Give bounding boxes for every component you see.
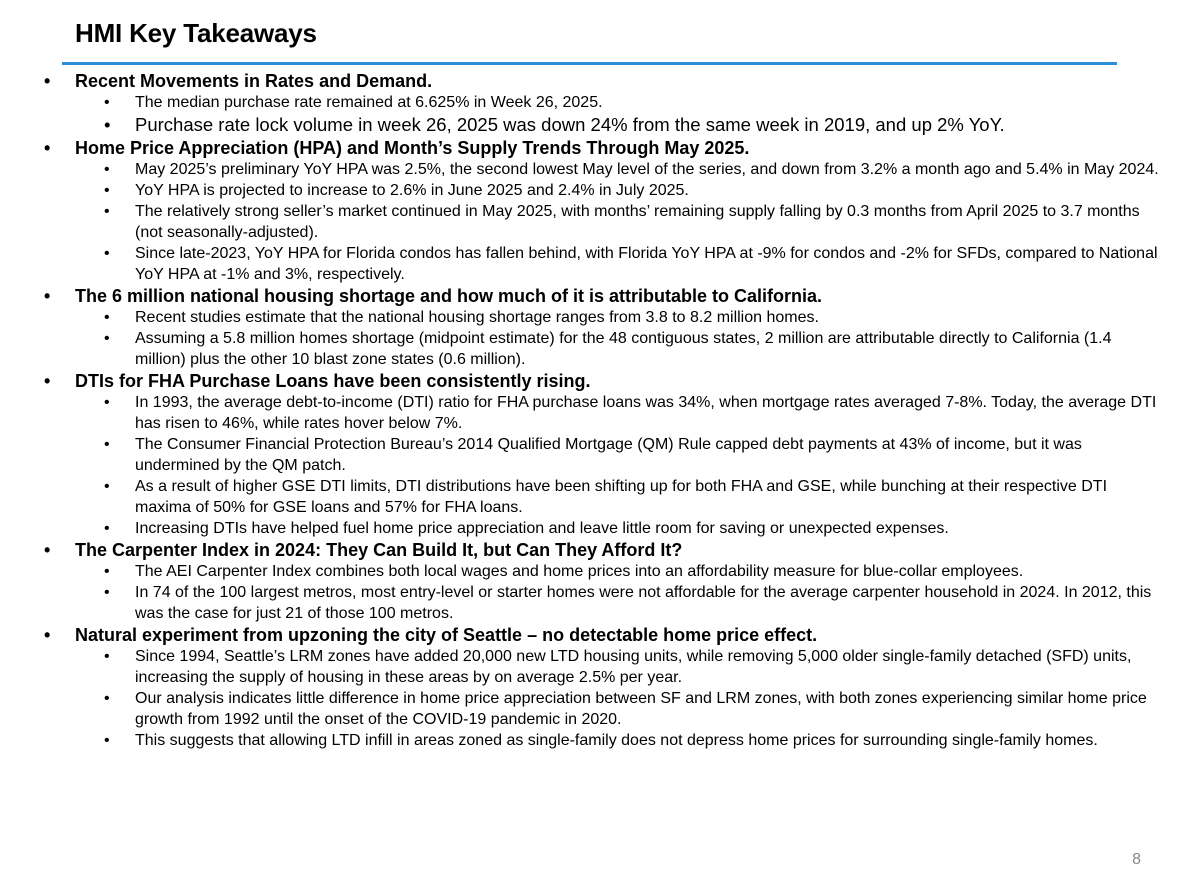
list-item — [0, 561, 1181, 582]
section-heading-text: Home Price Appreciation (HPA) and Month’s Supply Trends Through May 2025. — [75, 138, 750, 158]
bullet-icon: • — [44, 286, 51, 306]
list-item-text: The relatively strong seller’s market continued in May 2025, with months’ remaining supply falling by 0.3 months from April 2025 to 3.7 months (not seasonally-adjusted). — [135, 203, 1140, 241]
list-item — [0, 201, 1181, 243]
bullet-icon: • — [104, 182, 110, 199]
bullet-icon: • — [44, 138, 51, 158]
sub-bullet-list — [0, 307, 1181, 370]
bullet-icon: • — [104, 436, 110, 453]
bullet-icon: • — [104, 114, 111, 135]
list-item — [0, 328, 1181, 370]
list-item-text: Purchase rate lock volume in week 26, 2025 was down 24% from the same week in 2019, and up 2% YoY. — [135, 114, 1005, 135]
list-item — [0, 434, 1181, 476]
bullet-icon: • — [104, 520, 110, 537]
list-item — [0, 392, 1181, 434]
list-item-text: May 2025’s preliminary YoY HPA was 2.5%, the second lowest May level of the series, and down from 3.2% a month ago and 5.4% in May 2024. — [135, 161, 1159, 178]
section-heading — [0, 370, 1181, 392]
list-item-text: As a result of higher GSE DTI limits, DTI distributions have been shifting up for both FHA and GSE, while bunching at their respective DTI maxima of 50% for GSE loans and 57% for FHA loans. — [135, 478, 1108, 516]
bullet-icon: • — [44, 625, 51, 645]
sub-bullet-list — [0, 392, 1181, 539]
slide-title: HMI Key Takeaways — [75, 18, 317, 48]
list-item-text: Assuming a 5.8 million homes shortage (midpoint estimate) for the 48 contiguous states, 2 million are attributable directly to California (1.4 million) plus the other 10 blast zone states (0.6 million). — [135, 330, 1112, 368]
section-heading-text: Recent Movements in Rates and Demand. — [75, 71, 433, 91]
list-item — [0, 476, 1181, 518]
bullet-icon: • — [104, 330, 110, 347]
section-heading — [0, 70, 1181, 92]
list-item — [0, 243, 1181, 285]
bullet-icon: • — [104, 161, 110, 178]
section — [0, 539, 1181, 624]
list-item-text: This suggests that allowing LTD infill in areas zoned as single-family does not depress home prices for surrounding single-family homes. — [135, 732, 1098, 749]
bullet-icon: • — [44, 371, 51, 391]
takeaways-list — [0, 70, 1181, 751]
bullet-icon: • — [104, 584, 110, 601]
list-item — [0, 180, 1181, 201]
list-item-text: Our analysis indicates little difference in home price appreciation between SF and LRM zones, with both zones experiencing similar home price growth from 1992 until the onset of the COVID-19 pandemic in 2020. — [135, 690, 1147, 728]
list-item-text: Since late-2023, YoY HPA for Florida condos has fallen behind, with Florida YoY HPA at -9% for condos and -2% for SFDs, compared to National YoY HPA at -1% and 3%, respectively. — [135, 245, 1158, 283]
bullet-icon: • — [104, 245, 110, 262]
section-heading — [0, 285, 1181, 307]
section — [0, 370, 1181, 539]
list-item — [0, 730, 1181, 751]
list-item — [0, 582, 1181, 624]
list-item-text: YoY HPA is projected to increase to 2.6% in June 2025 and 2.4% in July 2025. — [135, 182, 689, 199]
list-item-text: The Consumer Financial Protection Bureau’s 2014 Qualified Mortgage (QM) Rule capped debt payments at 43% of income, but it was undermined by the QM patch. — [135, 436, 1082, 474]
section-heading-text: Natural experiment from upzoning the city of Seattle – no detectable home price effect. — [75, 625, 818, 645]
list-item-text: Since 1994, Seattle’s LRM zones have added 20,000 new LTD housing units, while removing 5,000 older single-family detached (SFD) units, increasing the supply of housing in these areas by on average 2.5% per year. — [135, 648, 1132, 686]
bullet-icon: • — [104, 394, 110, 411]
list-item-text: The median purchase rate remained at 6.625% in Week 26, 2025. — [135, 94, 603, 111]
list-item — [0, 159, 1181, 180]
sub-bullet-list — [0, 92, 1181, 137]
sub-bullet-list — [0, 646, 1181, 751]
list-item — [0, 518, 1181, 539]
section — [0, 624, 1181, 751]
list-item — [0, 92, 1181, 113]
title-underline — [62, 62, 1117, 65]
sub-bullet-list — [0, 159, 1181, 285]
list-item-text: The AEI Carpenter Index combines both local wages and home prices into an affordability measure for blue-collar employees. — [135, 563, 1024, 580]
bullet-icon: • — [44, 71, 51, 91]
section-heading-text: The 6 million national housing shortage and how much of it is attributable to California. — [75, 286, 823, 306]
bullet-icon: • — [44, 540, 51, 560]
list-item — [0, 113, 1181, 137]
bullet-icon: • — [104, 309, 110, 326]
bullet-icon: • — [104, 563, 110, 580]
section-heading — [0, 539, 1181, 561]
list-item — [0, 688, 1181, 730]
list-item — [0, 646, 1181, 688]
section-heading-text: DTIs for FHA Purchase Loans have been consistently rising. — [75, 371, 591, 391]
bullet-icon: • — [104, 690, 110, 707]
section — [0, 137, 1181, 285]
section — [0, 70, 1181, 137]
bullet-icon: • — [104, 648, 110, 665]
list-item-text: In 1993, the average debt-to-income (DTI) ratio for FHA purchase loans was 34%, when mortgage rates averaged 7-8%. Today, the average DTI has risen to 46%, while rates hover below 7%. — [135, 394, 1157, 432]
list-item-text: In 74 of the 100 largest metros, most entry-level or starter homes were not affordable for the average carpenter household in 2024. In 2012, this was the case for just 21 of those 100 metros. — [135, 584, 1152, 622]
bullet-icon: • — [104, 732, 110, 749]
bullet-icon: • — [104, 203, 110, 220]
section — [0, 285, 1181, 370]
section-heading — [0, 624, 1181, 646]
list-item-text: Increasing DTIs have helped fuel home price appreciation and leave little room for saving or unexpected expenses. — [135, 520, 949, 537]
section-heading — [0, 137, 1181, 159]
bullet-icon: • — [104, 478, 110, 495]
page-number: 8 — [1132, 851, 1141, 868]
sub-bullet-list — [0, 561, 1181, 624]
list-item — [0, 307, 1181, 328]
list-item-text: Recent studies estimate that the national housing shortage ranges from 3.8 to 8.2 million homes. — [135, 309, 819, 326]
section-heading-text: The Carpenter Index in 2024: They Can Build It, but Can They Afford It? — [75, 540, 683, 560]
bullet-icon: • — [104, 94, 110, 111]
